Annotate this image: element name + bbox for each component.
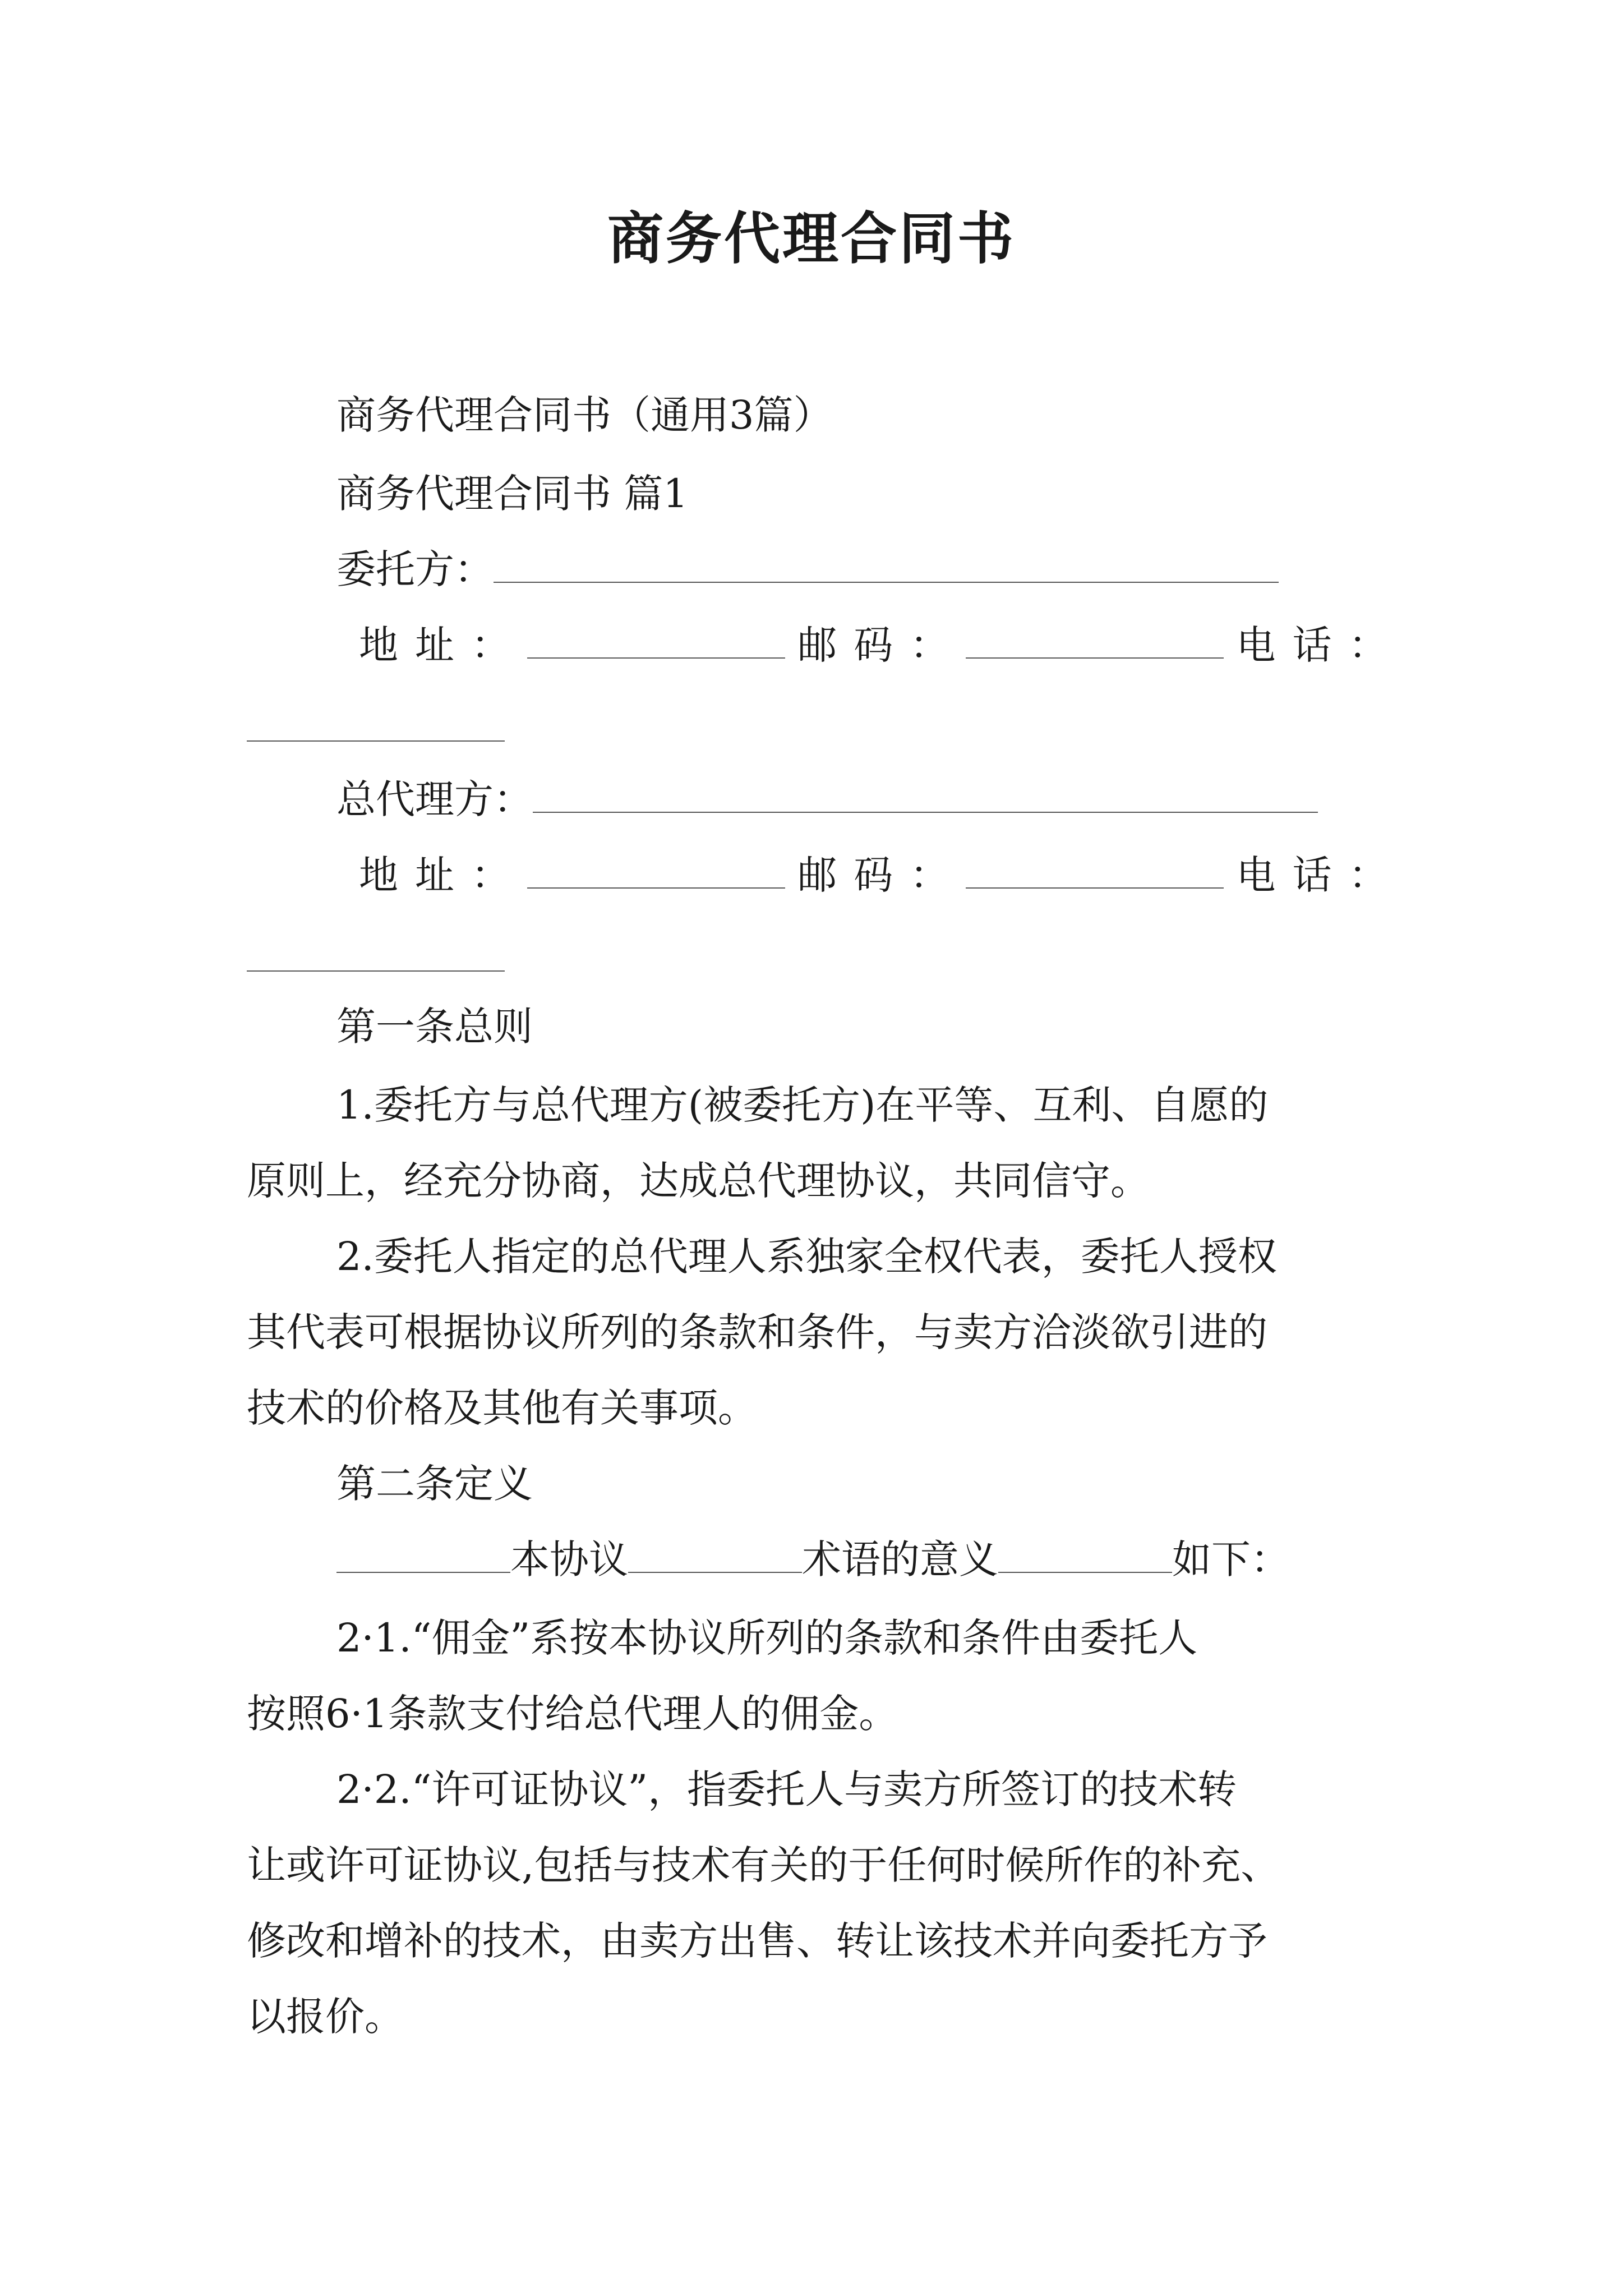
principal-postcode-label: 邮码： (797, 622, 966, 668)
article2-definition-row (336, 1531, 1290, 1588)
agent-address-label: 地址： (359, 852, 527, 898)
clause-2-1-line2: 按照6·1条款支付给总代理人的佣金。 (247, 1691, 898, 1737)
principal-label: 委托方： (336, 546, 494, 592)
clause-2-2-line4: 以报价。 (247, 1994, 404, 2040)
principal-phone-blank (247, 739, 505, 742)
definition-part1: 本协议 (510, 1536, 628, 1582)
article2-heading: 第二条定义 (336, 1461, 533, 1507)
definition-blank-1 (336, 1538, 510, 1573)
agent-contact-row (359, 847, 1405, 903)
agent-postcode-blank (966, 854, 1224, 889)
document-subtitle: 商务代理合同书（通用3篇） (336, 392, 833, 438)
clause-2-1-line1: 2·1.“佣金”系按本协议所列的条款和条件由委托人 (336, 1615, 1198, 1661)
definition-blank-3 (998, 1538, 1172, 1573)
article1-p1-line2: 原则上，经充分协商，达成总代理协议，共同信守。 (247, 1158, 1150, 1204)
clause-2-2-line1: 2·2.“许可证协议”，指委托人与卖方所签订的技术转 (336, 1766, 1237, 1812)
definition-part3: 如下： (1172, 1536, 1290, 1582)
agent-address-blank (527, 854, 785, 889)
document-title: 商务代理合同书 (607, 205, 1016, 272)
definition-blank-2 (628, 1538, 802, 1573)
clause-2-2-line3: 修改和增补的技术，由卖方出售、转让该技术并向委托方予 (247, 1918, 1267, 1964)
agent-row (336, 771, 1318, 827)
article1-p2-line3: 技术的价格及其他有关事项。 (247, 1385, 757, 1431)
article1-heading: 第一条总则 (336, 1004, 533, 1050)
section-heading: 商务代理合同书 篇1 (336, 471, 688, 517)
principal-contact-row (359, 617, 1405, 673)
clause-2-2-line2: 让或许可证协议,包括与技术有关的于任何时候所作的补充、 (247, 1842, 1280, 1888)
principal-phone-label: 电话： (1236, 622, 1405, 668)
agent-postcode-label: 邮码： (797, 852, 966, 898)
principal-row (336, 541, 1279, 597)
principal-postcode-blank (966, 624, 1224, 659)
agent-name-blank (533, 778, 1318, 813)
agent-label: 总代理方： (336, 776, 533, 822)
principal-name-blank (494, 548, 1279, 583)
agent-phone-label: 电话： (1236, 852, 1405, 898)
definition-part2: 术语的意义 (802, 1536, 998, 1582)
article1-p1-line1: 1.委托方与总代理方(被委托方)在平等、互利、自愿的 (336, 1082, 1269, 1128)
principal-address-label: 地址： (359, 622, 527, 668)
principal-address-blank (527, 624, 785, 659)
article1-p2-line2: 其代表可根据协议所列的条款和条件，与卖方洽淡欲引进的 (247, 1309, 1267, 1355)
agent-phone-blank (247, 969, 505, 972)
article1-p2-line1: 2.委托人指定的总代理人系独家全权代表，委托人授权 (336, 1234, 1277, 1280)
